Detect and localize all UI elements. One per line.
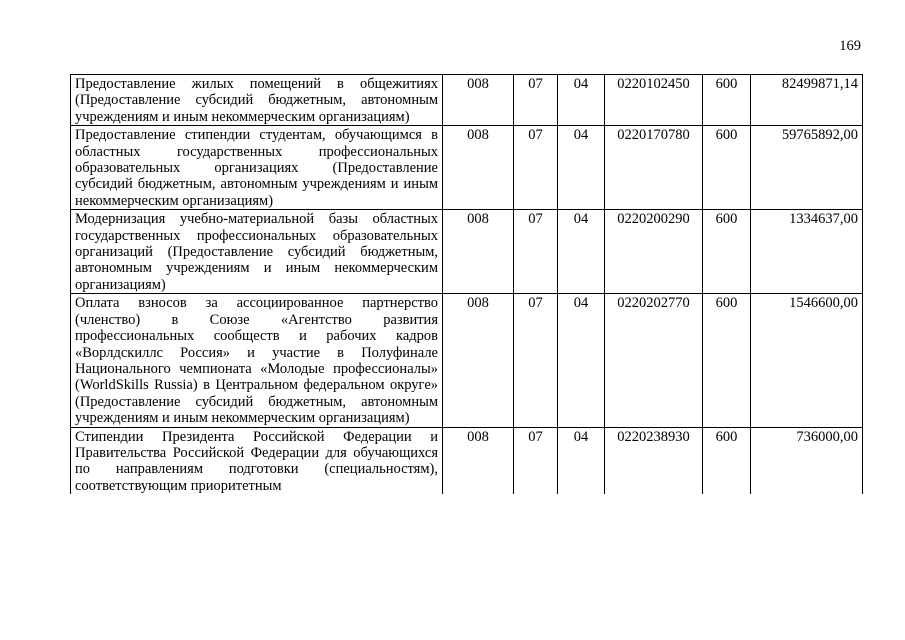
row-target-article-code: 0220170780 <box>605 126 703 210</box>
row-target-article-code: 0220202770 <box>605 294 703 427</box>
row-amount: 59765892,00 <box>751 126 863 210</box>
row-amount: 1334637,00 <box>751 210 863 294</box>
row-section-code: 07 <box>514 210 558 294</box>
row-description: Предоставление жилых помещений в общежитиях (Предоставление субсидий бюджетным, автономным учреждениям и иным некоммерческим организациям) <box>71 75 443 126</box>
row-grbs-code: 008 <box>443 427 514 494</box>
row-subsection-code: 04 <box>558 427 605 494</box>
row-expense-type-code: 600 <box>703 210 751 294</box>
row-subsection-code: 04 <box>558 294 605 427</box>
row-grbs-code: 008 <box>443 75 514 126</box>
table-row <box>71 294 863 427</box>
row-grbs-code: 008 <box>443 126 514 210</box>
row-grbs-code: 008 <box>443 294 514 427</box>
row-expense-type-code: 600 <box>703 294 751 427</box>
row-section-code: 07 <box>514 294 558 427</box>
row-target-article-code: 0220200290 <box>605 210 703 294</box>
row-description: Предоставление стипендии студентам, обучающимся в областных государственных профессиональных образовательных организациях (Предоставление субсидий бюджетным, автономным учреждениям и иным некоммерческим организациям) <box>71 126 443 210</box>
row-section-code: 07 <box>514 75 558 126</box>
row-subsection-code: 04 <box>558 126 605 210</box>
budget-table <box>70 74 863 494</box>
table-row <box>71 75 863 126</box>
row-section-code: 07 <box>514 427 558 494</box>
table-row <box>71 126 863 210</box>
row-amount: 1546600,00 <box>751 294 863 427</box>
row-amount: 736000,00 <box>751 427 863 494</box>
row-target-article-code: 0220238930 <box>605 427 703 494</box>
page-number: 169 <box>839 38 861 54</box>
row-expense-type-code: 600 <box>703 75 751 126</box>
row-section-code: 07 <box>514 126 558 210</box>
row-description: Модернизация учебно-материальной базы областных государственных профессиональных образовательных организаций (Предоставление субсидий бюджетным, автономным учреждениям и иным некоммерческим организациям) <box>71 210 443 294</box>
row-description: Стипендии Президента Российской Федерации и Правительства Российской Федерации для обучающихся по направлениям подготовки (специальностям), соответствующим приоритетным <box>71 427 443 494</box>
row-amount: 82499871,14 <box>751 75 863 126</box>
table-row <box>71 427 863 494</box>
row-description: Оплата взносов за ассоциированное партнерство (членство) в Союзе «Агентство развития профессиональных сообществ и рабочих кадров «Ворлдскиллс Россия» и участие в Полуфинале Национального чемпионата «Молодые профессионалы» (WorldSkills Russia) в Центральном федеральном округе» (Предоставление субсидий бюджетным, автономным учреждениям и иным некоммерческим организациям) <box>71 294 443 427</box>
row-target-article-code: 0220102450 <box>605 75 703 126</box>
row-subsection-code: 04 <box>558 210 605 294</box>
row-expense-type-code: 600 <box>703 126 751 210</box>
row-grbs-code: 008 <box>443 210 514 294</box>
row-expense-type-code: 600 <box>703 427 751 494</box>
row-subsection-code: 04 <box>558 75 605 126</box>
table-row <box>71 210 863 294</box>
